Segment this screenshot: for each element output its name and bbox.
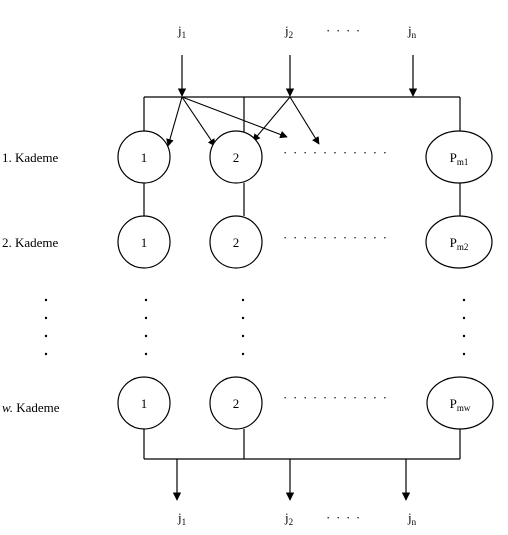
input-label-j1: $j_1$ — [178, 23, 187, 40]
stage1-ellipsis: · · · · · · · · · · · — [283, 145, 389, 160]
stage1-machine-1-label: 1 — [140, 150, 148, 165]
stagew-machine-p-label: $P_{mw}$ — [449, 396, 471, 413]
input-label-jn: $j_n$ — [408, 23, 417, 40]
route-arrow-j2-more — [290, 97, 319, 144]
stagew-ellipsis: · · · · · · · · · · · — [283, 390, 389, 405]
route-arrow-j2-m2 — [253, 97, 290, 141]
vdot-label-1 — [45, 299, 47, 301]
vdot-col1-1 — [145, 299, 147, 301]
output-label-j1: $j_1$ — [178, 510, 187, 527]
vdot-col2-4 — [242, 353, 244, 355]
stage-label-w: w. Kademe — [2, 400, 60, 415]
stagew-machine-2-label: 2 — [232, 396, 240, 411]
route-arrow-j1-m2 — [182, 97, 215, 146]
vdot-col2-2 — [242, 317, 244, 319]
vdot-label-4 — [45, 353, 47, 355]
vdot-colp-4 — [463, 353, 465, 355]
stage-label-1: 1. Kademe — [2, 150, 59, 165]
output-ellipsis: · · · · — [326, 510, 362, 525]
stage1-machine-p-label: $P_{m1}$ — [449, 150, 469, 167]
input-ellipsis: · · · · — [326, 23, 362, 38]
stage2-machine-2-label: 2 — [232, 235, 240, 250]
stage2-machine-1-label: 1 — [140, 235, 148, 250]
route-arrow-j1-m1 — [168, 97, 182, 146]
stage1-machine-2-label: 2 — [232, 150, 240, 165]
vdot-col2-1 — [242, 299, 244, 301]
vdot-colp-2 — [463, 317, 465, 319]
stagew-machine-1-label: 1 — [140, 396, 148, 411]
vdot-colp-3 — [463, 335, 465, 337]
output-label-j2: $j_2$ — [285, 510, 294, 527]
vdot-col1-3 — [145, 335, 147, 337]
vdot-col1-4 — [145, 353, 147, 355]
vdot-label-2 — [45, 317, 47, 319]
stage2-ellipsis: · · · · · · · · · · · — [283, 230, 389, 245]
input-label-j2: $j_2$ — [285, 23, 294, 40]
vdot-colp-1 — [463, 299, 465, 301]
stage2-machine-p-label: $P_{m2}$ — [449, 235, 469, 252]
vdot-label-3 — [45, 335, 47, 337]
vdot-col1-2 — [145, 317, 147, 319]
vdot-col2-3 — [242, 335, 244, 337]
output-label-jn: $j_n$ — [408, 510, 417, 527]
vertical-ellipsis-group — [45, 299, 465, 355]
stage-label-2: 2. Kademe — [2, 235, 59, 250]
